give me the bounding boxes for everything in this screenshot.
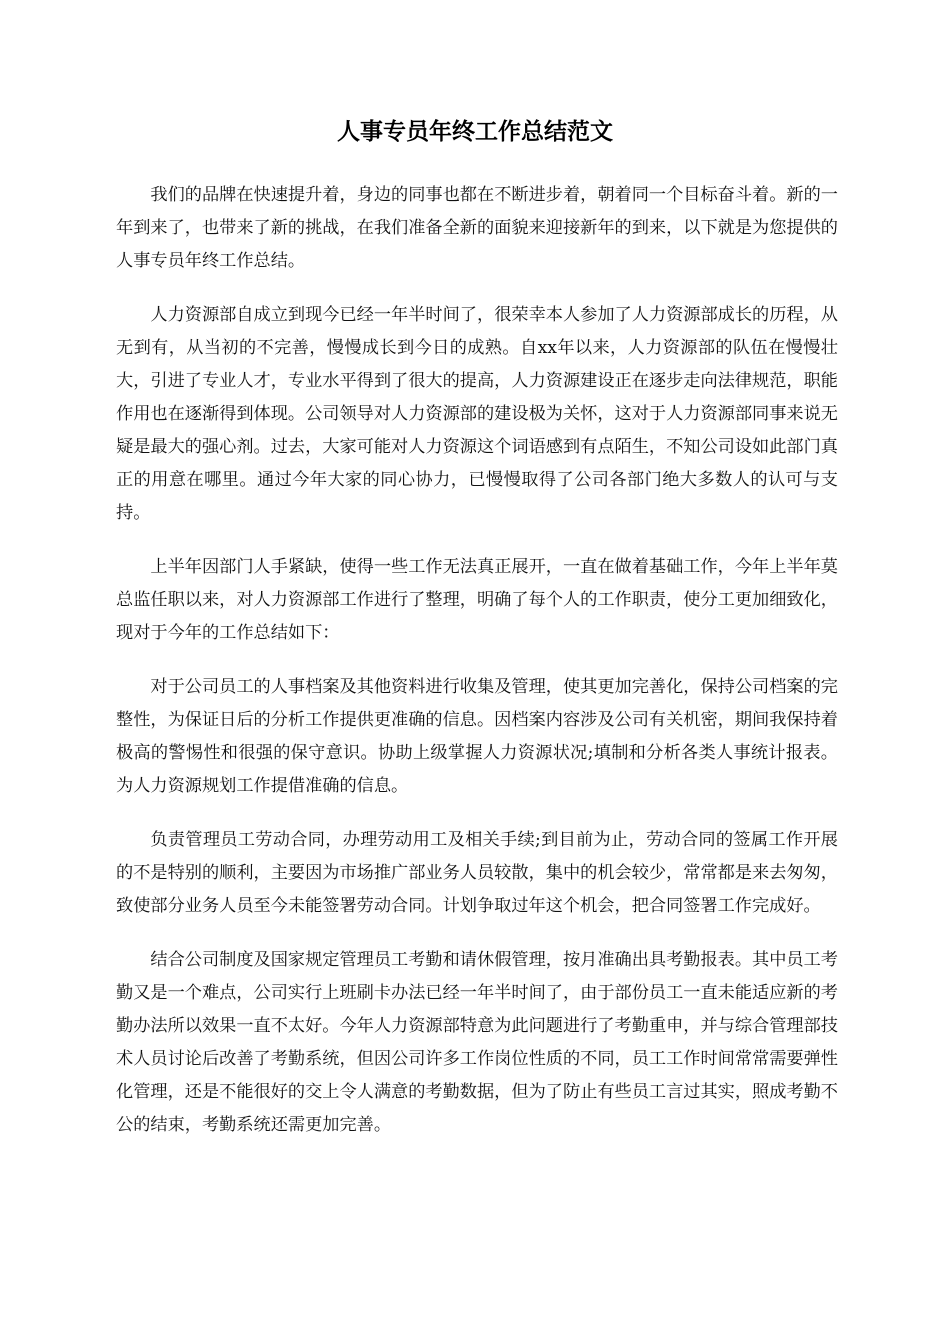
document-title: 人事专员年终工作总结范文 xyxy=(337,118,613,145)
paragraph-personnel-files: 对于公司员工的人事档案及其他资料进行收集及管理，使其更加完善化，保持公司档案的完整性，为保证日后的分析工作提供更准确的信息。因档案内容涉及公司有关机密，期间我保持着极高的警惕性和很强的保守意识。协助上级掌握人力资源状况;填制和分析各类人事统计报表。为人力资源规划工作提借准确的信息。 xyxy=(116,677,838,796)
paragraph-intro: 我们的品牌在快速提升着，身边的同事也都在不断进步着，朝着同一个目标奋斗着。新的一年到来了，也带来了新的挑战，在我们准备全新的面貌来迎接新年的到来，以下就是为您提供的人事专员年终工作总结。 xyxy=(116,185,838,271)
paragraph-attendance: 结合公司制度及国家规定管理员工考勤和请休假管理，按月准确出具考勤报表。其中员工考勤又是一个难点，公司实行上班刷卡办法已经一年半时间了，由于部份员工一直未能适应新的考勤办法所以效果一直不太好。今年人力资源部特意为此问题进行了考勤重申，并与综合管理部技术人员讨论后改善了考勤系统，但因公司许多工作岗位性质的不同，员工工作时间常常需要弹性化管理，还是不能很好的交上令人满意的考勤数据，但为了防止有些员工言过其实，照成考勤不公的结束，考勤系统还需更加完善。 xyxy=(116,950,838,1135)
paragraph-labor-contracts: 负责管理员工劳动合同，办理劳动用工及相关手续;到目前为止，劳动合同的签属工作开展的不是特别的顺利，主要因为市场推广部业务人员较散，集中的机会较少，常常都是来去匆匆，致使部分业务人员至今未能签署劳动合同。计划争取过年这个机会，把合同签署工作完成好。 xyxy=(116,830,838,916)
paragraph-hr-department: 人力资源部自成立到现今已经一年半时间了，很荣幸本人参加了人力资源部成长的历程，从无到有，从当初的不完善，慢慢成长到今日的成熟。自xx年以来，人力资源部的队伍在慢慢壮大，引进了专业人才，专业水平得到了很大的提高，人力资源建设正在逐步走向法律规范，职能作用也在逐渐得到体现。公司领导对人力资源部的建设极为关怀，这对于人力资源部同事来说无疑是最大的强心剂。过去，大家可能对人力资源这个词语感到有点陌生，不知公司设如此部门真正的用意在哪里。通过今年大家的同心协力，已慢慢取得了公司各部门绝大多数人的认可与支持。 xyxy=(116,305,838,523)
document-body xyxy=(116,179,838,1163)
paragraph-first-half: 上半年因部门人手紧缺，使得一些工作无法真正展开，一直在做着基础工作，今年上半年莫总监任职以来，对人力资源部工作进行了整理，明确了每个人的工作职责，使分工更加细致化，现对于今年的工作总结如下： xyxy=(116,557,838,643)
